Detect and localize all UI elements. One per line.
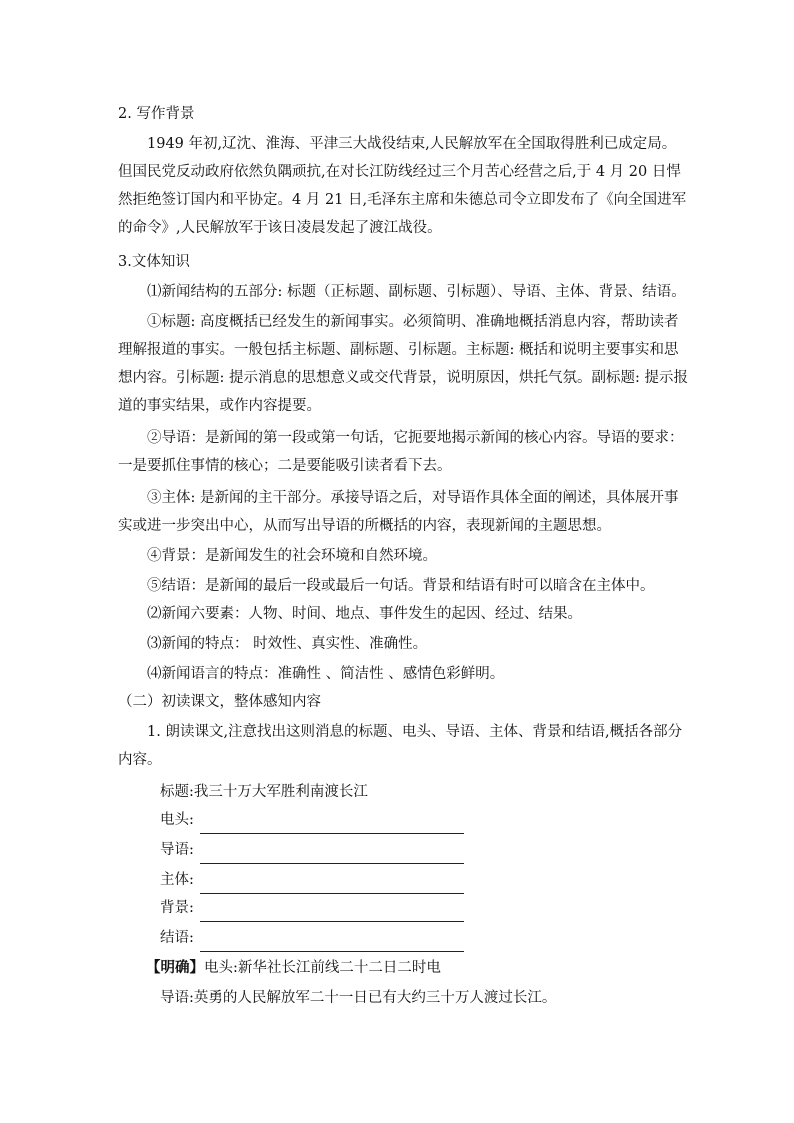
section-heading-genre-knowledge: 3.文体知识 <box>118 254 190 270</box>
lead-field[interactable] <box>160 836 464 864</box>
reading-task: 1. 朗读课文,注意找出这则消息的标题、电头、导语、主体、背景和结语,概括各部分内容。 <box>118 724 683 768</box>
answer-line-dateline <box>146 954 441 982</box>
answer-dateline: 电头:新华社长江前线二十二日二时电 <box>204 960 441 976</box>
answer-lead: 导语:英勇的人民解放军二十一日已有大约三十万人渡过长江。 <box>160 990 557 1006</box>
blank-line <box>200 903 464 922</box>
news-language-item: ⑷新闻语言的特点：准确性 、简洁性 、感情色彩鲜明。 <box>147 666 505 682</box>
dateline-field[interactable] <box>160 806 464 834</box>
field-label: 背景: <box>160 900 194 916</box>
answer-tag: 【明确】 <box>146 959 204 976</box>
field-label: 导语: <box>160 842 194 858</box>
body-field[interactable] <box>160 866 464 894</box>
news-features-item: ⑶新闻的特点： 时效性、真实性、准确性。 <box>147 636 428 652</box>
headline-definition: ①标题: 高度概括已经发生的新闻事实。必须简明、准确地概括消息内容，帮助读者理解报道的事实。一般包括主标题、副标题、引标题。主标题: 概括和说明主要事实和思想内容。引标题: 提示消息的思想意义或交代背景，说明原因，烘托气氛。副标题: 提示报道的事实结果，或作内容提要。 <box>118 314 688 414</box>
background-paragraph: 1949 年初,辽沈、淮海、平津三大战役结束,人民解放军在全国取得胜利已成定局。但国民党反动政府依然负隅顽抗,在对长江防线经过三个月苦心经营之后,于 4 月 20 日悍然拒绝签订国内和平协定。4 月 21 日,毛泽东主席和朱德总司令立即发布了《向全国进军的命令》,人民解放军于该日凌晨发起了渡江战役。 <box>118 136 687 236</box>
ending-definition: ⑤结语：是新闻的最后一段或最后一句话。背景和结语有时可以暗含在主体中。 <box>147 578 655 594</box>
blank-line <box>200 845 464 864</box>
field-label: 主体: <box>160 872 194 888</box>
lead-definition: ②导语：是新闻的第一段或第一句话，它扼要地揭示新闻的核心内容。导语的要求：一是要抓住事情的核心；二是要能吸引读者看下去。 <box>118 430 684 474</box>
background-field[interactable] <box>160 894 464 922</box>
section-heading-writing-background: 2. 写作背景 <box>118 106 195 122</box>
field-label: 结语: <box>160 930 194 946</box>
body-definition: ③主体: 是新闻的主干部分。承接导语之后，对导语作具体全面的阐述，具体展开事实或进一步突出中心，从而写出导语的所概括的内容，表现新闻的主题思想。 <box>118 490 679 534</box>
headline-line: 标题:我三十万大军胜利南渡长江 <box>160 784 368 800</box>
field-label: 电头: <box>160 812 194 828</box>
news-structure-item: ⑴新闻结构的五部分: 标题（正标题、副标题、引标题）、导语、主体、背景、结语。 <box>147 284 686 300</box>
ending-field[interactable] <box>160 924 464 952</box>
background-definition: ④背景：是新闻发生的社会环境和自然环境。 <box>147 548 437 564</box>
part-two-heading: （二）初读课文，整体感知内容 <box>118 694 321 710</box>
blank-line <box>200 933 464 952</box>
blank-line <box>200 875 464 894</box>
blank-line <box>200 815 464 834</box>
six-elements-item: ⑵新闻六要素：人物、时间、地点、事件发生的起因、经过、结果。 <box>147 606 582 622</box>
